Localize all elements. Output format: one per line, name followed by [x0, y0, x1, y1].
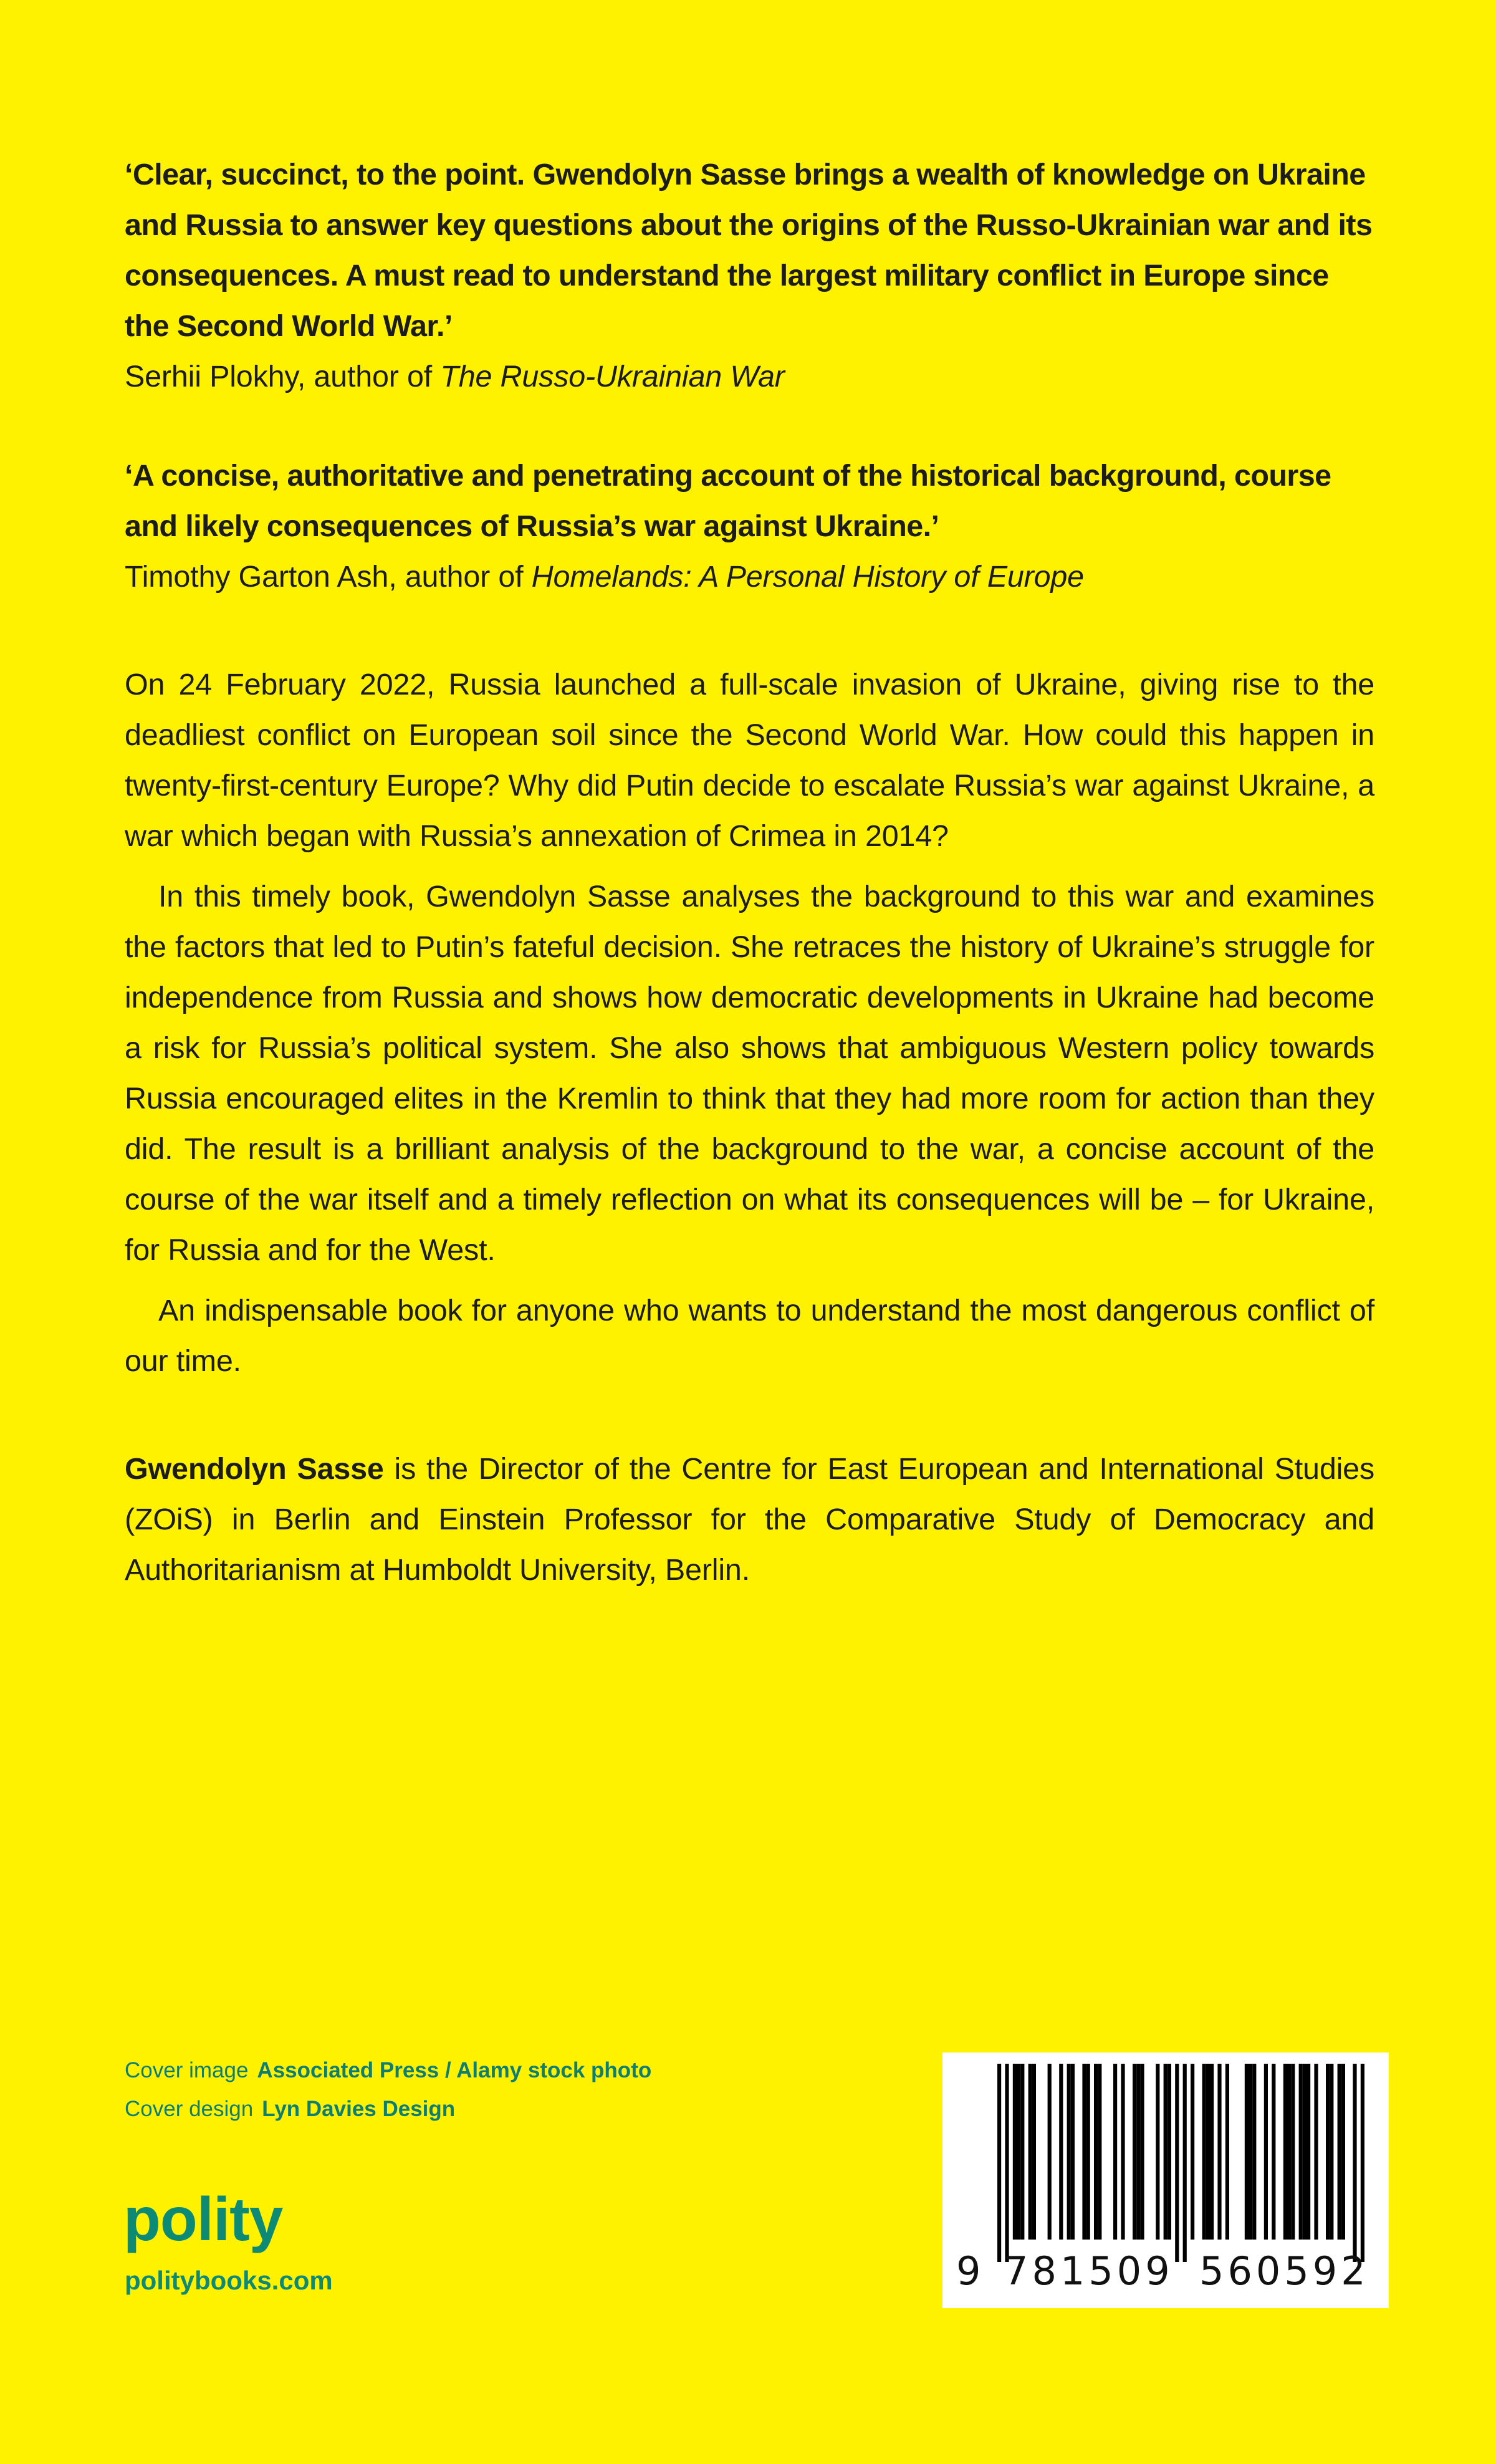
barcode-bar: [997, 2064, 1001, 2262]
barcode-bar: [1326, 2064, 1330, 2240]
barcode-bar: [1121, 2064, 1124, 2240]
barcode-bar: [1353, 2064, 1356, 2262]
barcode-bar: [1291, 2064, 1295, 2240]
barcode-bar: [1191, 2064, 1194, 2240]
back-cover-text: [125, 150, 1374, 1626]
barcode-bar: [1013, 2064, 1017, 2240]
book-title: The Russo-Ukrainian War: [440, 360, 785, 393]
author-bio: Gwendolyn Sasse is the Director of the Centre for East European and International Studies (ZOiS) in Berlin and Einstein Professor for the Comparative Study of Democracy and Authoritarianism at Humboldt University, Berlin.: [125, 1452, 1374, 1587]
quote-text: ‘A concise, authoritative and penetrating account of the historical background, course and likely consequences of Russia’s war against Ukraine.’: [125, 459, 1331, 543]
barcode-bar: [1341, 2064, 1345, 2240]
barcode-bar: [1175, 2064, 1179, 2262]
cover-design-credit: Cover design Lyn Davies Design: [125, 2097, 456, 2121]
cover-image-credit: Cover image Associated Press / Alamy stock photo: [125, 2058, 652, 2082]
publisher-url: politybooks.com: [125, 2266, 333, 2295]
barcode-bar: [1249, 2064, 1252, 2240]
barcode-bar: [1067, 2064, 1071, 2240]
barcode-bar: [1168, 2064, 1171, 2240]
barcode-bar: [1048, 2064, 1052, 2240]
barcode-bar: [1287, 2064, 1291, 2240]
description-paragraph: On 24 February 2022, Russia launched a full-scale invasion of Ukraine, giving rise to the deadliest conflict on European soil since the Second World War. How could this happen in twenty-first-century Europe? Why did Putin decide to escalate Russia’s war against Ukraine, a war which began with Russia’s annexation of Crimea in 2014?: [125, 668, 1374, 853]
book-title: Homelands: A Personal History of Europe: [531, 560, 1084, 594]
endorsement-quote-2: [125, 451, 1374, 602]
barcode-bar: [1094, 2064, 1098, 2240]
barcode-bar: [1252, 2064, 1256, 2240]
barcode-bar: [1098, 2064, 1101, 2240]
barcode-bar: [1264, 2064, 1268, 2240]
endorsement-quote-1: [125, 150, 1374, 402]
barcode-bar: [1283, 2064, 1287, 2240]
barcode-bar: [1082, 2064, 1086, 2240]
barcode-bar: [1028, 2064, 1032, 2240]
barcode-bar: [1330, 2064, 1333, 2240]
barcode-bar: [1217, 2064, 1221, 2240]
barcode-bar: [1164, 2064, 1168, 2240]
barcode-digits: [942, 2240, 1389, 2302]
barcode-first-digit: 9: [956, 2248, 985, 2294]
quote-attribution: Timothy Garton Ash, author of Homelands: A Personal History of Europe: [125, 560, 1084, 594]
barcode-bar: [1059, 2064, 1063, 2240]
barcode-bar: [1361, 2064, 1364, 2262]
barcode-bar: [1272, 2064, 1275, 2240]
barcode-bar: [1140, 2064, 1144, 2240]
quote-text: ‘Clear, succinct, to the point. Gwendolyn Sasse brings a wealth of knowledge on Ukraine and Russia to answer key questions about the origins of the Russo-Ukrainian war and its consequences. A must read to understand the largest military conflict in Europe since the Second World War.’: [125, 158, 1373, 343]
author-name: Gwendolyn Sasse: [125, 1452, 384, 1486]
barcode-bar: [1032, 2064, 1036, 2240]
barcode-bar: [1113, 2064, 1117, 2240]
barcode-bar: [1017, 2064, 1020, 2240]
barcode-bar: [1020, 2064, 1024, 2240]
publisher-logo: polity: [123, 2185, 283, 2253]
barcode-bar: [1133, 2064, 1136, 2240]
barcode-bar: [1136, 2064, 1140, 2240]
barcode-right-digits: 560592: [1199, 2248, 1369, 2294]
barcode-bar: [1156, 2064, 1159, 2240]
barcode-bar: [1307, 2064, 1310, 2240]
description-paragraph: In this timely book, Gwendolyn Sasse analyses the background to this war and examines the factors that led to Putin’s fateful decision. She retraces the history of Ukraine’s struggle for independence from Russia and shows how democratic developments in Ukraine had become a risk for Russia’s political system. She also shows that ambiguous Western policy towards Russia encouraged elites in the Kremlin to think that they had more room for action than they did. The result is a brilliant analysis of the background to the war, a concise account of the course of the war itself and a timely reflection on what its consequences will be – for Ukraine, for Russia and for the West.: [125, 880, 1374, 1267]
barcode-bar: [1245, 2064, 1249, 2240]
quote-attribution: Serhii Plokhy, author of The Russo-Ukrainian War: [125, 360, 785, 393]
isbn-barcode: [942, 2053, 1389, 2308]
barcode-left-digits: 781509: [1004, 2248, 1174, 2294]
barcode-bar: [1206, 2064, 1210, 2240]
barcode-bar: [1202, 2064, 1206, 2240]
barcode-bar: [1183, 2064, 1187, 2262]
cover-credits: [125, 2051, 651, 2129]
barcode-bar: [1338, 2064, 1341, 2240]
barcode-bar: [1005, 2064, 1009, 2262]
barcode-bar: [1303, 2064, 1307, 2240]
barcode-bar: [1086, 2064, 1090, 2240]
barcode-bar: [1210, 2064, 1214, 2240]
book-description: [125, 660, 1374, 1387]
barcode-bar: [1225, 2064, 1229, 2240]
description-paragraph: An indispensable book for anyone who wants to understand the most dangerous conflict of our time.: [125, 1294, 1374, 1378]
barcode-bar: [1299, 2064, 1303, 2240]
barcode-bar: [1314, 2064, 1318, 2240]
barcode-bar: [1071, 2064, 1075, 2240]
